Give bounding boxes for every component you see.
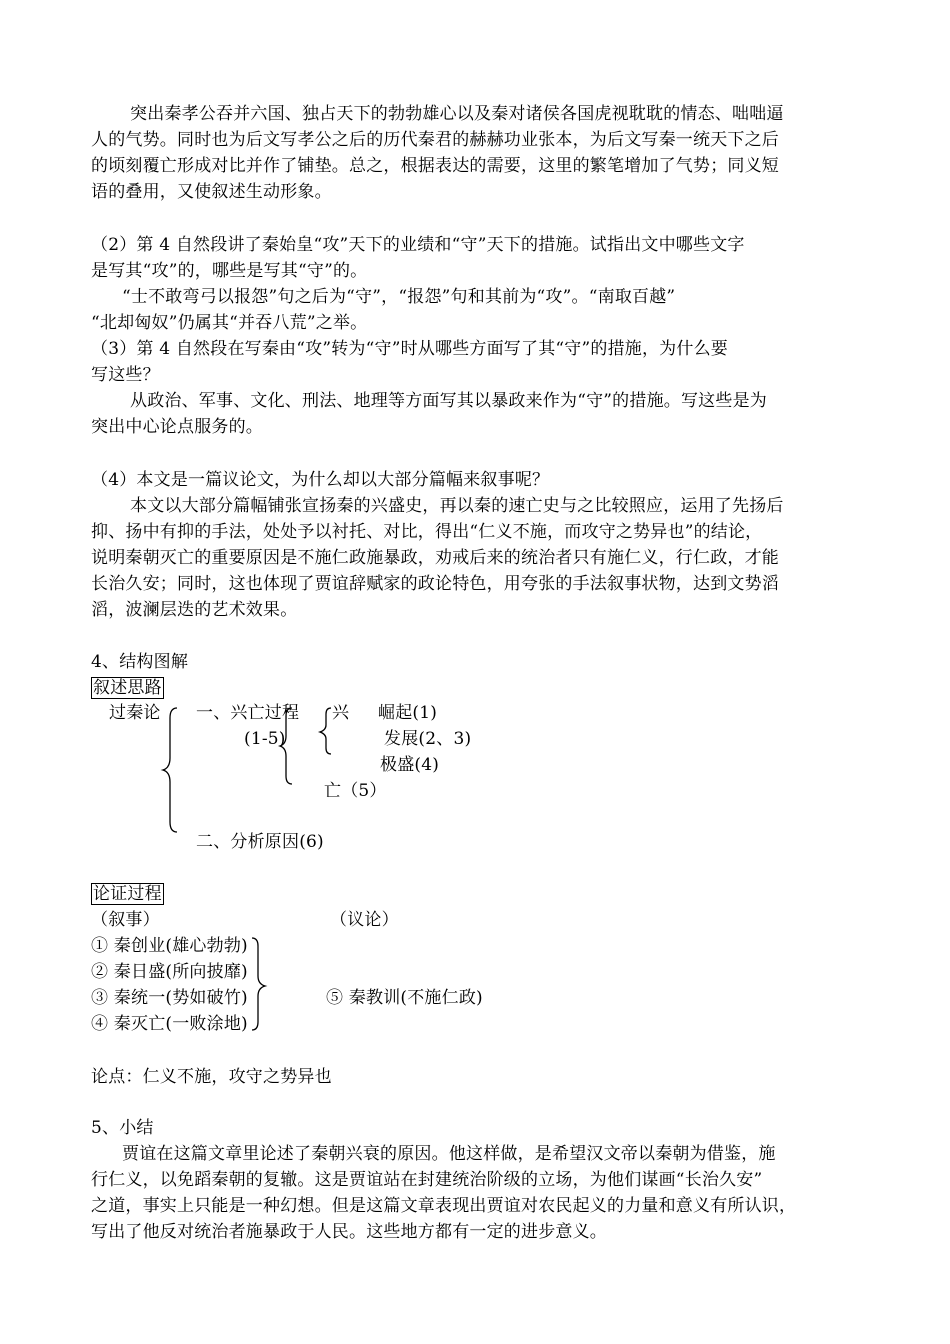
argument-lesson: ⑤ 秦教训(不施仁政) (326, 988, 483, 1008)
answer-4-line-3: 说明秦朝灭亡的重要原因是不施仁政施暴政，劝戒后来的统治者只有施仁义，行仁政，才能 (91, 548, 779, 568)
section-4-title: 4、结构图解 (91, 652, 189, 672)
answer-2-line-1: “士不敢弯弓以报怨”句之后为“守”，“报怨”句和其前为“攻”。“南取百越” (122, 287, 676, 307)
diagram-rise-stage-3: 极盛(4) (380, 755, 440, 775)
narrative-item-2: ② 秦日盛(所向披靡) (91, 962, 248, 982)
question-2-line-1: （2）第 4 自然段讲了秦始皇“攻”天下的业绩和“守”天下的措施。试指出文中哪些文字 (91, 235, 745, 255)
summary-line-1: 贾谊在这篇文章里论述了秦朝兴衰的原因。他这样做，是希望汉文帝以秦朝为借鉴，施 (122, 1144, 776, 1164)
summary-line-2: 行仁义，以免蹈秦朝的复辙。这是贾谊站在封建统治阶级的立场，为他们谋画“长治久安” (91, 1170, 763, 1190)
diagram-part-1: 一、兴亡过程 (196, 703, 300, 723)
answer-3-line-1: 从政治、军事、文化、刑法、地理等方面写其以暴政来作为“守”的措施。写这些是为 (130, 391, 767, 411)
question-3-line-1: （3）第 4 自然段在写秦由“攻”转为“守”时从哪些方面写了其“守”的措施，为什么要 (91, 339, 728, 359)
diagram-fall: 亡（5） (324, 781, 387, 801)
answer-4-line-2: 抑、扬中有抑的手法，处处予以衬托、对比，得出“仁义不施，而攻守之势异也”的结论， (91, 522, 763, 542)
question-3-line-2: 写这些？ (91, 365, 160, 385)
summary-line-4: 写出了他反对统治者施暴政于人民。这些地方都有一定的进步意义。 (91, 1222, 607, 1242)
narrative-item-1: ① 秦创业(雄心勃勃) (91, 936, 248, 956)
narrative-item-4: ④ 秦灭亡(一败涂地) (91, 1014, 248, 1034)
diagram-root: 过秦论 (109, 703, 161, 723)
diagram-rise: 兴 (332, 703, 350, 723)
rise-fall-brace (278, 706, 298, 786)
thesis: 论点：仁义不施，攻守之势异也 (91, 1067, 332, 1087)
para1-line-3: 的顷刻覆亡形成对比并作了铺垫。总之，根据表达的需要，这里的繁笔增加了气势；同义短 (91, 156, 779, 176)
answer-2-line-2: “北却匈奴”仍属其“并吞八荒”之举。 (91, 313, 368, 333)
argument-process-heading (91, 881, 164, 907)
answer-4-line-1: 本文以大部分篇幅铺张宣扬秦的兴盛史，再以秦的速亡史与之比较照应，运用了先扬后 (130, 496, 784, 516)
answer-4-line-4: 长治久安；同时，这也体现了贾谊辞赋家的政论特色，用夸张的手法叙事状物，达到文势滔 (91, 574, 779, 594)
diagram-rise-stage-2: 发展(2、3) (384, 729, 472, 749)
question-2-line-2: 是写其“攻”的，哪些是写其“守”的。 (91, 261, 368, 281)
para1-line-4: 语的叠用，又使叙述生动形象。 (91, 182, 332, 202)
section-5-title: 5、小结 (91, 1118, 154, 1138)
para1-line-1: 突出秦孝公吞并六国、独占天下的勃勃雄心以及秦对诸侯各国虎视耽耽的情态、咄咄逼 (130, 104, 784, 124)
column-argument: （议论） (330, 910, 399, 930)
narrative-item-3: ③ 秦统一(势如破竹) (91, 988, 248, 1008)
root-brace (160, 706, 184, 834)
narrative-outline-box: 叙述思路 (93, 678, 162, 698)
summary-line-3: 之道，事实上只能是一种幻想。但是这篇文章表现出贾谊对农民起义的力量和意义有所认识， (91, 1196, 797, 1216)
answer-3-line-2: 突出中心论点服务的。 (91, 417, 263, 437)
answer-4-line-5: 滔，波澜层迭的艺术效果。 (91, 600, 298, 620)
argument-brace (248, 936, 270, 1032)
question-4: （4）本文是一篇议论文，为什么却以大部分篇幅来叙事呢？ (91, 470, 550, 490)
diagram-part-2: 二、分析原因(6) (196, 832, 324, 852)
diagram-part-1-range: (1-5) (244, 729, 286, 749)
para1-line-2: 人的气势。同时也为后文写孝公之后的历代秦君的赫赫功业张本，为后文写秦一统天下之后 (91, 130, 779, 150)
argument-process-box: 论证过程 (93, 884, 162, 904)
column-narrative: （叙事） (91, 910, 160, 930)
diagram-rise-stage-1: 崛起(1) (378, 703, 438, 723)
narrative-outline-heading (91, 675, 164, 701)
